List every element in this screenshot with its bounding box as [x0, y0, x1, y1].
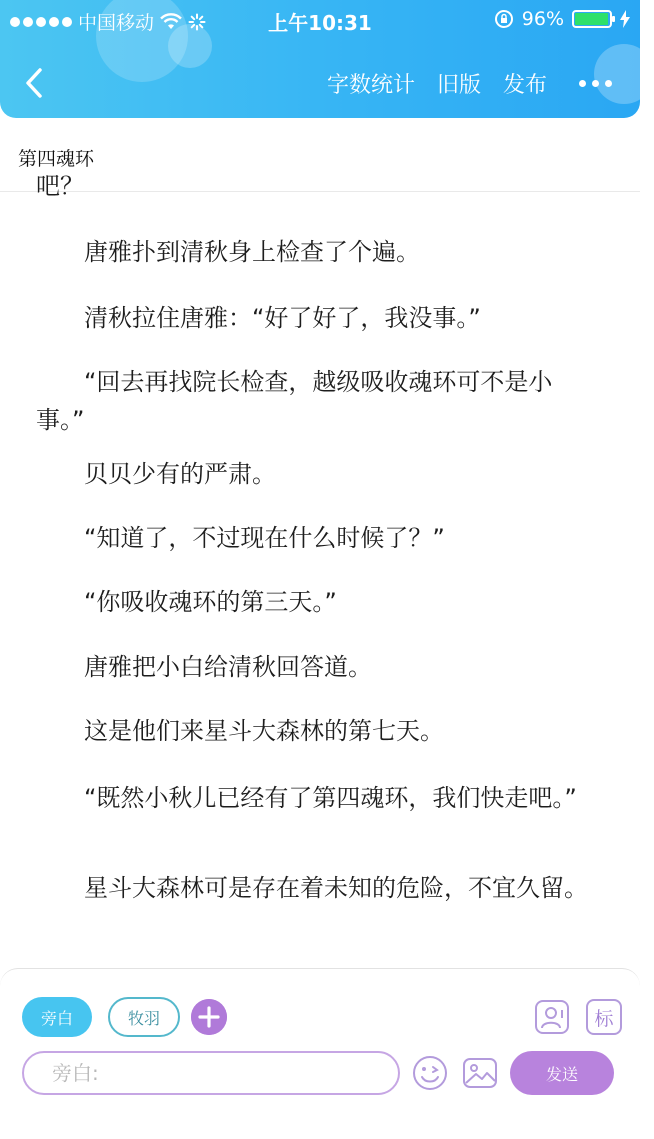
emoji-icon[interactable]: [412, 1055, 448, 1091]
word-count-button[interactable]: 字数统计: [326, 73, 415, 98]
paragraph: “回去再找院长检查，越级吸收魂环可不是小事。”: [36, 368, 553, 434]
chapter-title[interactable]: 第四魂环: [18, 148, 95, 170]
old-version-button[interactable]: 旧版: [436, 73, 481, 98]
paragraph: “既然小秋儿已经有了第四魂环，我们快走吧。”: [84, 784, 577, 812]
more-dots-icon[interactable]: [579, 80, 612, 87]
role-chip-narrator[interactable]: 旁白: [22, 997, 92, 1037]
paragraph: 吧？: [36, 172, 84, 200]
status-time: 上午10:31: [268, 11, 372, 35]
paragraph: “你吸收魂环的第三天。”: [84, 588, 337, 616]
paragraph: 贝贝少有的严肃。: [84, 460, 276, 488]
paragraph: 清秋拉住唐雅：“好了好了，我没事。”: [84, 304, 481, 332]
image-icon[interactable]: [462, 1055, 498, 1091]
battery-percent: 96%: [521, 8, 564, 30]
composer-panel: [0, 968, 640, 1139]
battery-level: [575, 13, 608, 25]
carrier-name: 中国移动: [78, 12, 155, 34]
paragraph: 唐雅把小白给清秋回答道。: [84, 653, 372, 681]
back-arrow-icon[interactable]: [18, 66, 52, 100]
charging-icon: [620, 10, 630, 28]
send-button[interactable]: 发送: [510, 1051, 614, 1095]
paragraph: 这是他们来星斗大森林的第七天。: [84, 717, 444, 745]
publish-button[interactable]: 发布: [502, 73, 547, 98]
paragraph: 唐雅扑到清秋身上检查了个遍。: [84, 238, 420, 266]
status-right: [494, 8, 630, 30]
battery-icon: [572, 10, 612, 28]
paragraph: 星斗大森林可是存在着未知的危险，不宜久留。: [84, 874, 588, 902]
lock-rotation-icon: [494, 9, 514, 29]
role-chip-muyu[interactable]: 牧羽: [108, 997, 180, 1037]
chapter-content[interactable]: [0, 172, 640, 953]
add-role-plus-icon[interactable]: [191, 999, 227, 1035]
header: [0, 0, 640, 118]
profile-icon[interactable]: [534, 999, 570, 1035]
status-bar: [0, 0, 640, 38]
paragraph: “知道了，不过现在什么时候了？”: [84, 524, 445, 552]
nav-bar: [0, 56, 640, 112]
message-input[interactable]: [22, 1051, 400, 1095]
nav-actions: [327, 68, 612, 99]
mark-button[interactable]: 标: [586, 999, 622, 1035]
